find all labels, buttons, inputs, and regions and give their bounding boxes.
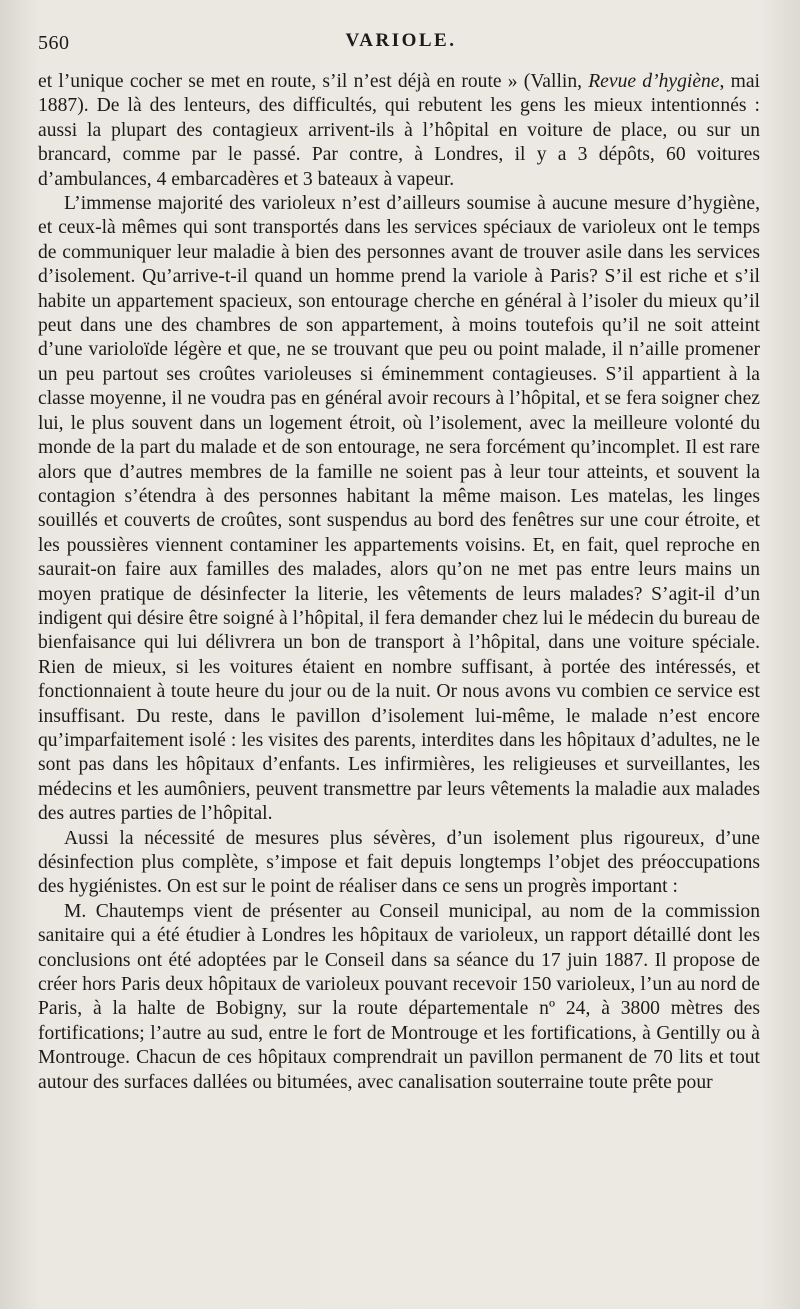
- paragraph: Aussi la nécessité de mesures plus sévères, d’un isolement plus rigoureux, d’une désinfection plus complète, s’impose et fait depuis longtemps l’objet des préoccupations des hygiénistes. On est sur le point de réaliser dans ce sens un progrès important :: [38, 827, 760, 898]
- paragraph: L’immense majorité des varioleux n’est d’ailleurs soumise à aucune mesure d’hygiène, et ceux-là mêmes qui sont transportés dans les services spéciaux de varioleux ont le temps de communiquer leur maladie à bien des personnes avant de trouver asile dans les services d’isolement. Qu’arrive-t-il quand un homme prend la variole à Paris? S’il est riche et s’il habite un appartement spacieux, son entourage cherche en général à l’isoler du mieux qu’il peut dans une des chambres de son appartement, à moins toutefois qu’il ne soit atteint d’une varioloïde légère et que, ne se trouvant que peu ou point malade, il n’aille promener un peu partout ses croûtes varioleuses si éminemment contagieuses. S’il appartient à la classe moyenne, il ne voudra pas en général avoir recours à l’hôpital, et se fera soigner chez lui, le plus souvent dans un logement étroit, où l’isolement, avec la meilleure volonté du monde de la part du malade et de son entourage, ne sera forcément qu’incomplet. Il est rare alors que d’autres membres de la famille ne soient pas à leur tour atteints, et souvent la contagion s’étendra à des personnes habitant la même maison. Les matelas, les linges souillés et couverts de croûtes, sont suspendus au bord des fenêtres sur une cour étroite, et les poussières viennent contaminer les appartements voisins. Et, en fait, quel reproche en saurait-on faire aux familles des malades, alors qu’on ne met pas entre leurs mains un moyen pratique de désinfecter la literie, les vêtements de leurs malades? S’agit-il d’un indigent qui désire être soigné à l’hôpital, il fera demander chez lui le médecin du bureau de bienfaisance qui lui délivrera un bon de transport à l’hôpital, dans une voiture spéciale. Rien de mieux, si les voitures étaient en nombre suffisant, à portée des intéressés, et fonctionnaient à toute heure du jour ou de la nuit. Or nous avons vu combien ce service est insuffisant. Du reste, dans le pavillon d’isolement lui-même, le malade n’est encore qu’imparfaitement isolé : les visites des parents, interdites dans les hôpitaux d’adultes, ne le sont pas dans les hôpitaux d’enfants. Les infirmières, les religieuses et surveillantes, les médecins et les aumôniers, peuvent transmettre par leurs vêtements la maladie aux malades des autres parties de l’hôpital.: [38, 193, 760, 825]
- paragraph: M. Chautemps vient de présenter au Conseil municipal, au nom de la commission sanitaire qui a été étudier à Londres les hôpitaux de varioleux, un rapport détaillé dont les conclusions ont été adoptées par le Conseil dans sa séance du 17 juin 1887. Il propose de créer hors Paris deux hôpitaux de varioleux pouvant recevoir 150 varioleux, l’un au nord de Paris, à la halte de Bobigny, sur la route départementale nº 24, à 3800 mètres des fortifications; l’autre au sud, entre le fort de Montrouge et les fortifications, à Gentilly ou à Montrouge. Chacun de ces hôpitaux comprendrait un pavillon permanent de 70 lits et tout autour des surfaces dallées ou bitumées, avec canalisation souterraine toute prête pour: [38, 900, 760, 1093]
- journal-title: Revue d’hygiène: [588, 71, 720, 92]
- paragraph-text: et l’unique cocher se met en route, s’il n’est déjà en route » (Vallin,: [38, 71, 589, 92]
- running-title: VARIOLE.: [345, 30, 457, 51]
- paragraph-text: , mai 1887). De là des lenteurs, des difficultés, qui rebutent les gens les mieux intentionnés : aussi la plupart des contagieux arrivent-ils à l’hôpital en voiture de place, ou sur un brancard, comme par le passé. Par contre, à Londres, il y a 3 dépôts, 60 voitures d’ambulances, 4 embarcadères et 3 bateaux à vapeur.: [38, 71, 760, 190]
- page-number: 560: [38, 32, 70, 54]
- body-text: [38, 70, 760, 1095]
- paragraph-continuation: [38, 70, 760, 192]
- page-header: [38, 26, 764, 60]
